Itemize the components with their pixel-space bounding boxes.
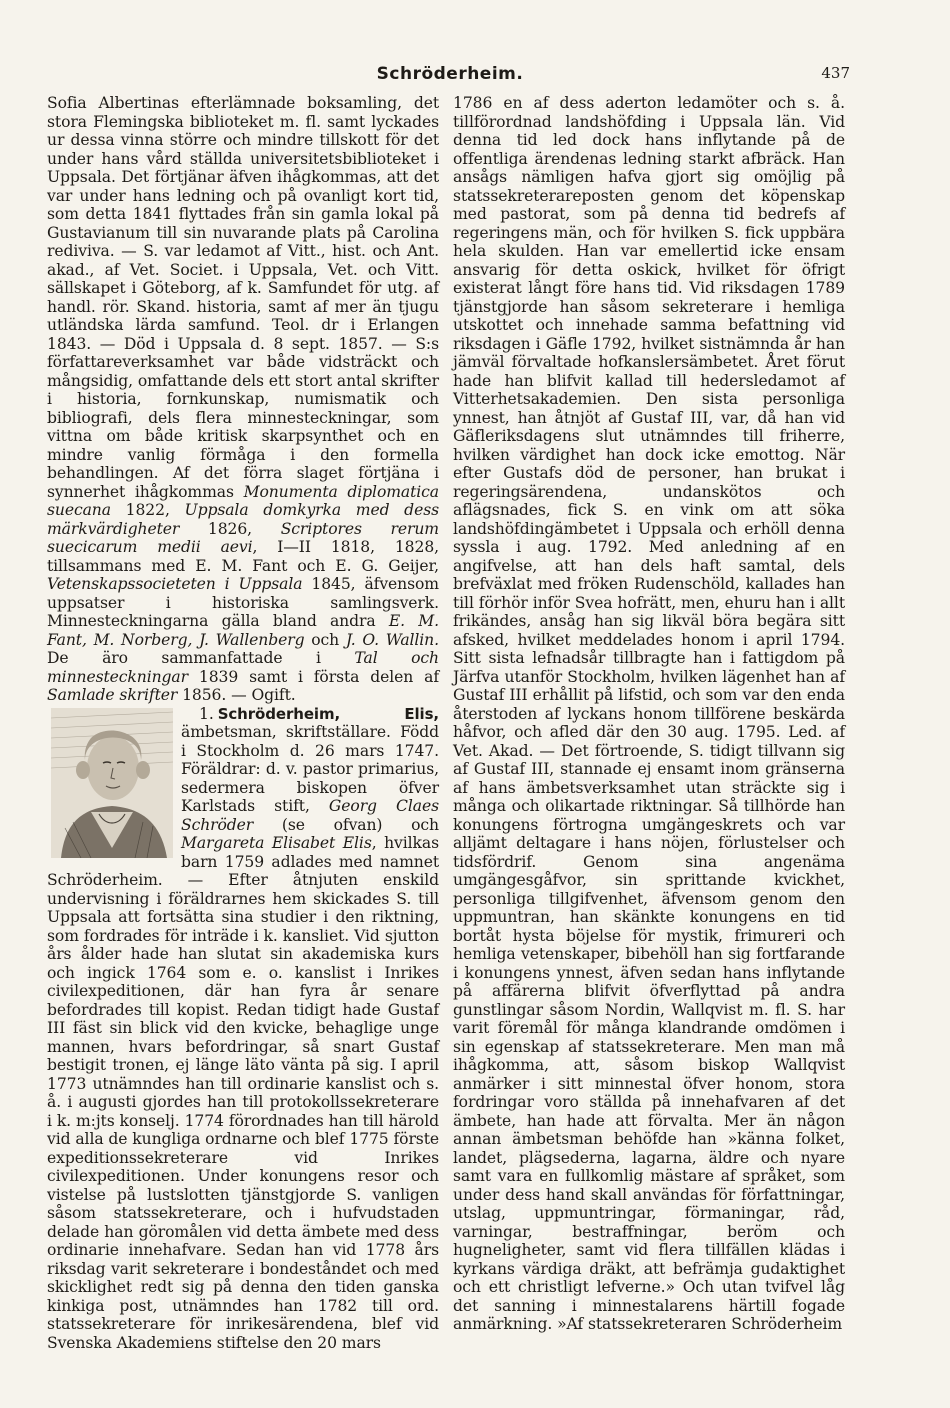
work-title: Uppsala domkyrka med dess märkvärdigheter: [47, 501, 439, 538]
portrait-engraving: [51, 708, 173, 858]
article-continuation: 1786 en af dess aderton ledamöter och s. å. tillförordnad landshöfding i Uppsala län. Vid denna tid led dock hans inflytande på de offentliga ärendenas ledning starkt afbräck. Han ansågs nämligen hafva gjort sig omöjlig på statssekreterareposten genom det köpenskap med pastorat, som på denna tid bedrefs af regeringens män, och för hvilken S. fick uppbära hela skulden. Han var emellertid icke ensam ansvarig för detta oskick, hvilket för öfrigt existerat långt före hans tid. Vid riksdagen 1789 tjänstgjorde han såsom sekreterare i hemliga utskottet och innehade samma befattning vid riksdagen i Gäfle 1792, hvilket sistnämnda år han jämväl förvaltade hofkanslersämbetet. Året förut hade han blifvit kallad till hedersledamot af Vitterhetsakademien. Den sista personliga ynnest, han åtnjöt af Gustaf III, var, då han vid Gäfleriksdagens slut utnämndes till friherre, hvilken värdighet han dock icke emottog. När efter Gustafs död de personer, han brukat i regeringsärendena, undanskötos och aflägsnades, fick S. en vink om att söka landshöfdingämbetet i Uppsala och erhöll denna syssla i aug. 1792. Med anledning af en angifvelse, att han dels haft samtal, dels brefväxlat med fröken Rudenschöld, kallades han till förhör inför Svea hofrätt, men, ehuru han i allt frikändes, ansåg han sig likväl böra begära sitt afsked, hvilket meddelades honom i april 1794. Sitt sista lefnadsår tillbragte han i fattigdom på Järfva utanför Stockholm, hvilken lägenhet han af Gustaf III erhållit på lifstid, och som var den enda återstoden af lyckans honom tillförene beskärda håfvor, och afled där den 30 aug. 1795. Led. af Vet. Akad. — Det förtroende, S. tidigt tillvann sig af Gustaf III, stannade ej ensamt inom gränserna af hans ämbetsverksamhet utan sträckte sig i många och olikartade riktningar. Så tillhörde han konungens förtrogna umgängeskrets och var alljämt deltagare i hans nöjen, förlustelser och tidsfördrif. Genom sina angenäma umgängesgåfvor, sin sprittande kvickhet, personliga tillgifvenhet, äfvensom genom den uppmuntran, han skänkte konungens en tid bortåt hysta böjelse för mystik, frimureri och hemliga vetenskaper, bibehöll han sig fortfarande i konungens ynnest, äfven sedan hans inflytande på affärerna blifvit öfverflyttad på andra gunstlingar såsom Nordin, Wallqvist m. fl. S. har varit föremål för många klandrande omdömen i sin egenskap af statssekreterare. Men man må ihågkomma, att, såsom biskop Wallqvist anmärker i sitt minnestal öfver honom, stora fordringar voro ställda på innehafvaren af det ämbete, han hade att förvalta. Mer än någon annan ämbetsman behöfde han »känna folket, landet, plägsederna, lagarna, äldre och nyare samt vara en fullkomlig mästare af språket, som under dess hand skall användas för författningar, utslag, uppmuntringar, förmaningar, råd, varningar, bestraffningar, beröm och hugneligheter, samt vid flera tillfällen klädas i kyrkans värdiga dräkt, att befrämja gudaktighet och ett christligt lefverne.» Och utan tvifvel låg det sanning i minnestalarens härtill fogade anmärkning. »Af statssekreteraren Schröderheim: [453, 94, 845, 1333]
work-title: Monumenta diplomatica suecana: [47, 482, 439, 519]
work-title: Tal och minnesteckningar: [47, 649, 439, 686]
left-column: [47, 94, 439, 1352]
page-number: 437: [821, 64, 850, 82]
running-title: Schröderheim.: [376, 64, 524, 84]
portrait-image: [51, 708, 173, 858]
previous-article-text: Sofia Albertinas efterlämnade boksamling, det stora Flemingska biblioteket m. fl. samt lyckades ur dessa vinna större och mindre tillskott för det under hans vård ställda universitetsbiblioteket i Uppsala. Det förtjänar äfven ihågkommas, att det var under hans ledning och på ovanligt kort tid, som detta 1841 flyttades från sin gamla lokal på Gustavianum till sin nuvarande plats på Carolina rediviva. — S. var ledamot af Vitt., hist. och Ant. akad., af Vet. Societ. i Uppsala, Vet. och Vitt. sällskapet i Göteborg, af k. Samfundet för utg. af handl. rör. Skand. historia, samt af mer än tjugu utländska lärda samfund. Teol. dr i Erlangen 1843. — Död i Uppsala d. 8 sept. 1857. — S:s författareverksamhet var både vidsträckt och mångsidig, omfattande dels ett stort antal skrifter i historia, fornkunskap, numismatik och bibliografi, dels flera minnesteckningar, som vittna om både kritisk skarpsynthet och en mindre vanlig förmåga i den formella behandlingen. Af det förra slaget förtjäna i synnerhet ihågkommas Monumenta diplomatica suecana 1822, Uppsala domkyrka med dess märkvärdigheter 1826, Scriptores rerum suecicarum medii aevi, I—II 1818, 1828, tillsammans med E. M. Fant och E. G. Geijer, Vetenskapssocieteten i Uppsala 1845, äfvensom uppsatser i historiska samlingsverk. Minnesteckningarna gälla bland andra E. M. Fant, M. Norberg, J. Wallenberg och J. O. Wallin. De äro sammanfattade i Tal och minnesteckningar 1839 samt i första delen af Samlade skrifter 1856. — Ogift.: [47, 94, 439, 704]
person-names: E. M. Fant, M. Norberg, J. Wallenberg: [47, 612, 439, 649]
page-header: [50, 58, 850, 88]
work-title: Scriptores rerum suecicarum medii aevi: [47, 519, 439, 556]
entry-number: 1.: [199, 704, 214, 723]
mother-name: Margareta Elisabet Elis: [181, 834, 372, 852]
right-column: [453, 94, 845, 1334]
work-title: Vetenskapssocieteten i Uppsala: [47, 575, 303, 593]
father-name: Georg Claes Schröder: [181, 797, 439, 834]
work-title: Samlade skrifter: [47, 686, 178, 704]
article-elis-schroderheim: 1. Schröderheim, Elis, ämbetsman, skriftställare. Född i Stockholm d. 26 mars 1747. Föräldrar: d. v. pastor primarius, sedermera biskopen öfver Karlstads stift, Georg Claes Schröder (se ofvan) och Margareta Elisabet Elis, hvilkas barn 1759 adlades med namnet Schröderheim. — Efter åtnjuten enskild undervisning i föräldrarnes hem skickades S. till Uppsala att fortsätta sina studier i den riktning, som fordrades för inträde i k. kansliet. Vid sjutton års ålder hade han slutat sin akademiska kurs och ingick 1764 som e. o. kanslist i Inrikes civilexpeditionen, där han fyra år senare befordrades till kopist. Redan tidigt hade Gustaf III fäst sin blick vid den kvicke, behaglige unge mannen, hvars befordringar, så snart Gustaf bestigit tronen, ej länge läto vänta på sig. I april 1773 utnämndes han till ordinarie kanslist och s. å. i augusti gjordes han till protokollssekreterare i k. m:jts konselj. 1774 förordnades han till härold vid alla de kungliga ordnarne och blef 1775 förste expeditionssekreterare vid Inrikes civilexpeditionen. Under konungens resor och vistelse på lustslotten tjänstgjorde S. vanligen såsom statssekreterare, och i hufvudstaden delade han göromålen vid detta ämbete med dess ordinarie innehafvare. Sedan han vid 1778 års riksdag varit sekreterare i bondeståndet och med skicklighet redt sig på denna den tiden ganska kinkiga post, utnämndes han 1782 till ord. statssekreterare för inrikesärendena, blef vid Svenska Akademiens stiftelse den 20 mars: [47, 704, 439, 1352]
entry-headword: Schröderheim, Elis,: [217, 704, 439, 723]
person-names: J. O. Wallin.: [345, 630, 439, 649]
